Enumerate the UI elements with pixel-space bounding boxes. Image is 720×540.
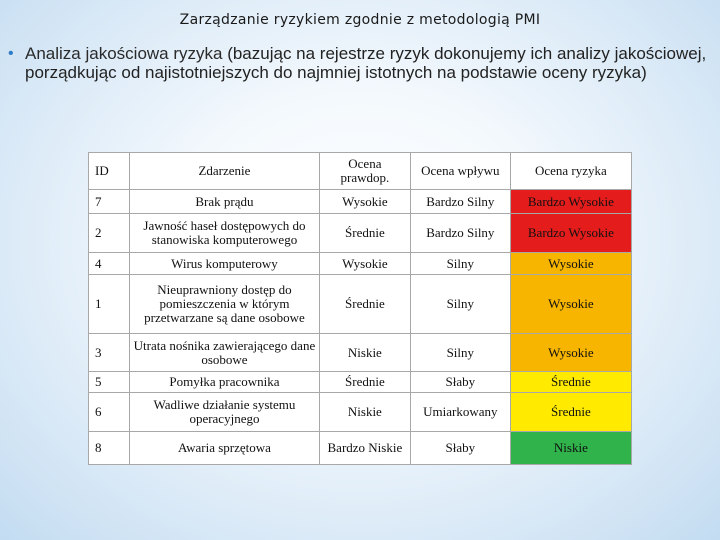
cell-impact: Silny — [410, 334, 510, 372]
cell-event: Utrata nośnika zawierającego dane osobowe — [130, 334, 320, 372]
table-row — [89, 432, 632, 465]
bullet-body: (bazując na rejestrze ryzyk dokonujemy ich analizy jakościowej, porządkując od najistotniejszych do najmniej istotnych na podstawie oceny ryzyka) — [25, 44, 707, 82]
cell-id: 8 — [89, 432, 130, 465]
table-row — [89, 372, 632, 393]
table-row — [89, 275, 632, 334]
cell-impact: Silny — [410, 275, 510, 334]
cell-id: 6 — [89, 393, 130, 432]
table-header-row — [89, 153, 632, 190]
table-row — [89, 190, 632, 214]
cell-impact: Umiarkowany — [410, 393, 510, 432]
slide-title: Zarządzanie ryzykiem zgodnie z metodologią PMI — [179, 12, 541, 28]
cell-event: Wadliwe działanie systemu operacyjnego — [130, 393, 320, 432]
cell-probability: Wysokie — [319, 190, 410, 214]
cell-probability: Wysokie — [319, 253, 410, 275]
bullet-point — [8, 44, 716, 82]
cell-risk: Średnie — [510, 372, 631, 393]
cell-event: Brak prądu — [130, 190, 320, 214]
cell-impact: Silny — [410, 253, 510, 275]
cell-risk: Wysokie — [510, 334, 631, 372]
table-row — [89, 253, 632, 275]
cell-risk: Niskie — [510, 432, 631, 465]
cell-event: Jawność haseł dostępowych do stanowiska komputerowego — [130, 214, 320, 253]
cell-impact: Bardzo Silny — [410, 214, 510, 253]
table-row — [89, 334, 632, 372]
cell-event: Nieuprawniony dostęp do pomieszczenia w którym przetwarzane są dane osobowe — [130, 275, 320, 334]
cell-impact: Słaby — [410, 372, 510, 393]
cell-risk: Średnie — [510, 393, 631, 432]
cell-id: 7 — [89, 190, 130, 214]
table-row — [89, 393, 632, 432]
cell-id: 1 — [89, 275, 130, 334]
cell-probability: Średnie — [319, 275, 410, 334]
cell-id: 2 — [89, 214, 130, 253]
cell-probability: Niskie — [319, 393, 410, 432]
cell-probability: Średnie — [319, 372, 410, 393]
cell-event: Pomyłka pracownika — [130, 372, 320, 393]
cell-probability: Średnie — [319, 214, 410, 253]
bullet-paragraph — [8, 44, 716, 82]
header-id: ID — [89, 153, 130, 190]
cell-probability: Bardzo Niskie — [319, 432, 410, 465]
cell-id: 4 — [89, 253, 130, 275]
bullet-heading: Analiza jakościowa ryzyka — [25, 44, 223, 63]
cell-risk: Wysokie — [510, 253, 631, 275]
cell-impact: Bardzo Silny — [410, 190, 510, 214]
table-row — [89, 214, 632, 253]
header-impact: Ocena wpływu — [410, 153, 510, 190]
cell-probability: Niskie — [319, 334, 410, 372]
header-probability: Ocena prawdop. — [319, 153, 410, 190]
bullet-icon: • — [8, 45, 14, 62]
cell-risk: Wysokie — [510, 275, 631, 334]
cell-id: 5 — [89, 372, 130, 393]
cell-id: 3 — [89, 334, 130, 372]
cell-risk: Bardzo Wysokie — [510, 190, 631, 214]
header-risk: Ocena ryzyka — [510, 153, 631, 190]
cell-event: Wirus komputerowy — [130, 253, 320, 275]
risk-table — [88, 152, 632, 465]
cell-risk: Bardzo Wysokie — [510, 214, 631, 253]
cell-impact: Słaby — [410, 432, 510, 465]
header-event: Zdarzenie — [130, 153, 320, 190]
cell-event: Awaria sprzętowa — [130, 432, 320, 465]
